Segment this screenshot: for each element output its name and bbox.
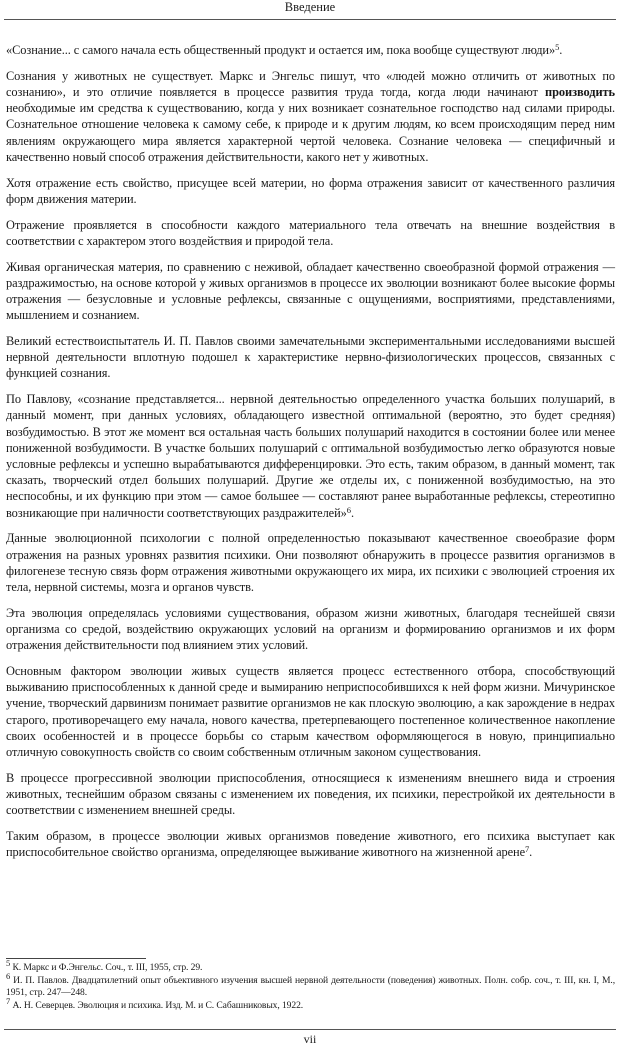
paragraph: В процессе прогрессивной эволюции приспособления, относящиеся к изменениям внешнего вида и строения животных, теснейшим образом связаны с изменением их поведения, их психики, перестройкой их деятельности в соответствии с изменением внешней среды. xyxy=(6,770,615,818)
paragraph: По Павлову, «сознание представляется... нервной деятельностью определенного участка больших полушарий, в данный момент, при данных условиях, обладающего известной оптимальной (вероятно, это будет средняя) возбудимостью. В этот же момент вся остальная часть больших полушарий находится в состоянии более или менее пониженной возбудимости. В участке больших полушарий с оптимальной возбудимостью легко образуются новые условные рефлексы и успешно вырабатываются дифференцировки. Это есть, таким образом, в данный момент, так сказать, творческий отдел больших полушарий. Другие же отделы их, с пониженной возбудимостью, на это неспособны, и их функцию при этом — самое большее — составляют ранее выработанные рефлексы, стереотипно возникающие при наличности соответствующих раздражителей»$^6$. xyxy=(6,392,615,520)
paragraph: Таким образом, в процессе эволюции живых организмов поведение животного, его психика выступает как приспособительное свойство организма, определяющее выживание животного на жизненной арене$^7$. xyxy=(6,829,615,860)
footnote: $^7$ А. Н. Северцев. Эволюция и психика. Изд. М. и С. Сабашниковых, 1922. xyxy=(6,995,304,1011)
paragraph: Эта эволюция определялась условиями существования, образом жизни животных, благодаря теснейшей связи организма со средой, воздействию окружающих условий на организм и формированию организмов и их форм отражения действительности под влиянием этих условий. xyxy=(6,605,615,653)
footnote-ref: 6 xyxy=(346,504,351,515)
footnote-rule xyxy=(6,958,146,959)
footnote: $^6$ И. П. Павлов. Двадцатилетний опыт объективного изучения высшей нервной деятельности (поведения) животных. Полн. собр. соч., т. III, кн. I, М., 1951, стр. 247—248. xyxy=(6,970,615,999)
footnote-ref: 5 xyxy=(555,41,560,52)
paragraph: «Сознание... с самого начала есть общественный продукт и остается им, пока вообще существуют люди»$^5$. xyxy=(6,41,563,57)
paragraph: Сознания у животных не существует. Маркс и Энгельс пишут, что «людей можно отличить от животных по сознанию», и это отличие появляется в процессе развития труда тогда, когда люди начинают производить необходимые им средства к существованию, когда у них возникает сознательное господство над силами природы. Сознательное отношение человека к самому себе, к природе и к другим людям, ко всем происходящим перед ним явлениям окружающего мира является характерной чертой человека. Сознание человека — специфичный и качественно новый способ отражения действительности, какого нет у животных. xyxy=(6,68,615,164)
footnote-ref: 7 xyxy=(525,844,530,855)
paragraph: Живая органическая материя, по сравнению с неживой, обладает качественно своеобразной формой отражения — раздражимостью, на основе которой у живых организмов в процессе их эволюции возникают более высокие формы отражения — безусловные и условные рефлексы, связанные с ощущениями, восприятиями, представлениями, мышлением и сознанием. xyxy=(6,259,615,323)
footer-rule xyxy=(4,1029,616,1030)
body-text xyxy=(6,42,615,870)
running-head: Введение xyxy=(284,0,336,14)
page-number: vii xyxy=(303,1032,317,1046)
paragraph: Данные эволюционной психологии с полной определенностью показывают качественное своеобразие форм отражения на разных уровнях развития психики. Они позволяют обнаружить в процессе развития организмов в филогенезе тесную связь форм отражения животными окружающего их мира, их психики с эволюцией строения их тела, нервной системы, мозга и органов чувств. xyxy=(6,531,615,595)
paragraph: Великий естествоиспытатель И. П. Павлов своими замечательными экспериментальными исследованиями высшей нервной деятельности вплотную подошел к характеристике нервно-физиологических процессов, связанных с функцией сознания. xyxy=(6,334,615,381)
header-rule xyxy=(4,19,616,20)
paragraph: Хотя отражение есть свойство, присущее всей материи, но форма отражения зависит от качественного различия форм движения материи. xyxy=(6,175,615,206)
paragraph: Основным фактором эволюции живых существ является процесс естественного отбора, способствующий выживанию приспособленных к данной среде и вымиранию неприспособившихся к ней форм жизни. Мичуринское учение, творческий дарвинизм понимает развитие организмов не как плоскую эволюцию, а как зарождение в недрах старого, противоречащего ему начала, нового качества, претерпевающего постепенное количественное накопление своих особенностей и в процессе борьбы со старым качеством оформляющегося в новую, принципиально отличную совокупность свойств со своим собственным отличным законом существования. xyxy=(6,664,615,760)
footnotes xyxy=(6,957,615,1012)
footnote: $^5$ К. Маркс и Ф.Энгельс. Соч., т. III, 1955, стр. 29. xyxy=(6,957,203,973)
paragraph: Отражение проявляется в способности каждого материального тела отвечать на внешние воздействия в соответствии с характером этого воздействия и природой тела. xyxy=(6,217,615,248)
emphasis: производить xyxy=(545,85,615,99)
